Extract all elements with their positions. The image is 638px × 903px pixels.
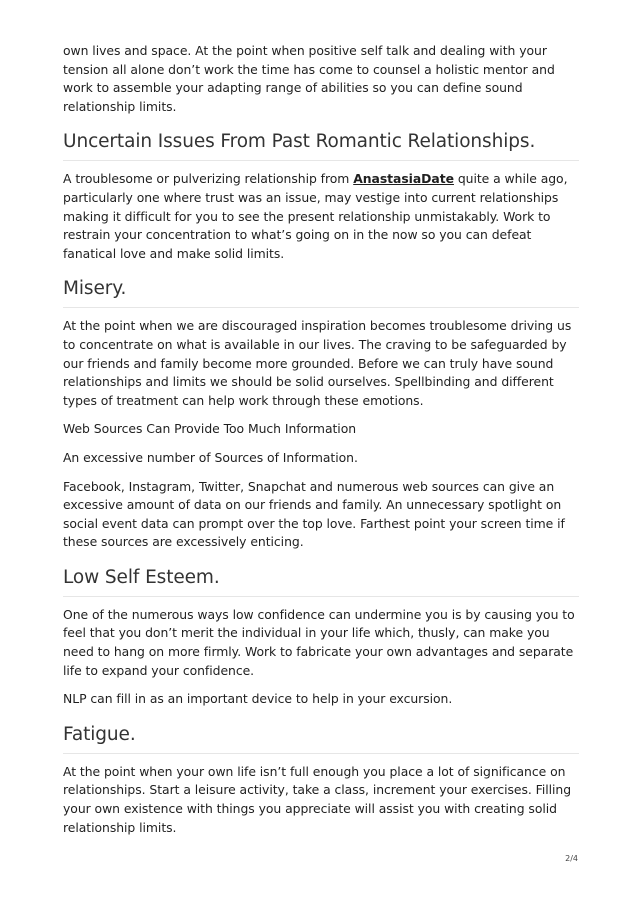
section-paragraph [63,170,579,263]
article-content [63,42,579,847]
section-paragraph: NLP can fill in as an important device to help in your excursion. [63,691,453,707]
section-paragraph: Web Sources Can Provide Too Much Information [63,421,357,437]
section-low-self-esteem [63,566,579,709]
paragraph-text: A troublesome or pulverizing relationship from [63,171,354,187]
section-paragraph: An excessive number of Sources of Information. [63,449,358,465]
section-fatigue [63,723,579,837]
anastasiadate-link[interactable]: AnastasiaDate [353,171,454,187]
paragraph-text: quite a while ago, particularly one where trust was an issue, may vestige into current relationships making it difficult for you to see the present relationship unmistakably. Work to restrain your concentration to what’s going on in the now so you can defeat fanatical love and make solid limits. [63,171,568,261]
section-past-relationships [63,130,579,263]
section-heading: Misery. [63,277,579,308]
section-heading: Low Self Esteem. [63,566,579,597]
section-heading: Fatigue. [63,723,579,754]
section-heading: Uncertain Issues From Past Romantic Relationships. [63,130,579,161]
intro-paragraph: own lives and space. At the point when positive self talk and dealing with your tension all alone don’t work the time has come to counsel a holistic mentor and work to assemble your adapting range of abilities so you can define sound relationship limits. [63,43,555,114]
section-paragraph: Facebook, Instagram, Twitter, Snapchat and numerous web sources can give an excessive amount of data on our friends and family. An unnecessary spotlight on social event data can prompt over the top love. Farthest point your screen time if these sources are excessively enticing. [63,478,565,550]
section-paragraph: At the point when your own life isn’t full enough you place a lot of significance on relationships. Start a leisure activity, take a class, increment your exercises. Filling your own existence with things you appreciate will assist you with creating solid relationship limits. [63,763,572,835]
page-number: 2/4 [565,854,578,863]
section-paragraph: At the point when we are discouraged inspiration becomes troublesome driving us to concentrate on what is available in our lives. The craving to be safeguarded by our friends and family become more grounded. Before we can truly have sound relationships and limits we should be solid ourselves. Spellbinding and different types of treatment can help work through these emotions. [63,318,572,408]
section-paragraph: One of the numerous ways low confidence can undermine you is by causing you to feel that you don’t merit the individual in your life which, thusly, can make you need to hang on more firmly. Work to fabricate your own advantages and separate life to expand your confidence. [63,606,575,678]
section-misery [63,277,579,552]
